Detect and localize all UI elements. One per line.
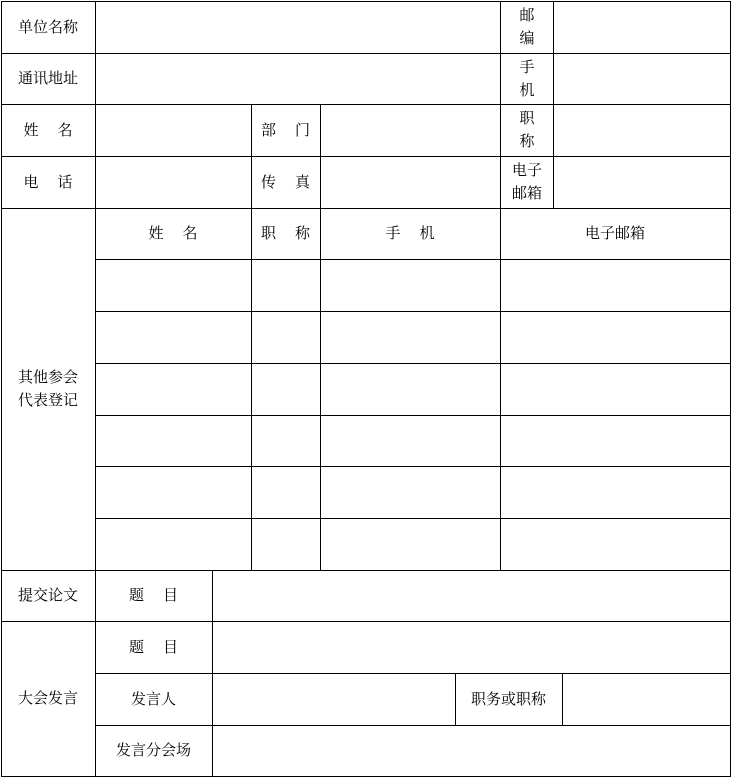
label-department: 部 门 [260, 120, 311, 139]
delegate-title-field[interactable] [252, 519, 320, 570]
fax-field[interactable] [321, 157, 500, 208]
unit-name-field[interactable] [96, 2, 500, 53]
delegate-email-field[interactable] [501, 519, 730, 570]
header-delegate-name: 姓 名 [148, 224, 198, 242]
position-field[interactable] [563, 674, 730, 725]
speech-venue-field[interactable] [213, 726, 730, 776]
name-field[interactable] [96, 105, 251, 156]
border-bottom [1, 776, 731, 777]
delegate-mobile-field[interactable] [321, 260, 500, 311]
email-field[interactable] [554, 157, 730, 208]
label-speaker: 发言人 [130, 689, 176, 708]
label-speech-venue: 发言分会场 [115, 741, 191, 759]
delegate-email-field[interactable] [501, 364, 730, 415]
paper-topic-field[interactable] [213, 571, 730, 621]
label-postcode: 邮 编 [519, 6, 535, 47]
delegate-name-field[interactable] [96, 260, 251, 311]
label-paper-topic: 题 目 [128, 586, 179, 604]
speech-topic-field[interactable] [213, 622, 730, 673]
label-title: 职 称 [519, 109, 535, 150]
label-address: 通讯地址 [17, 69, 78, 87]
label-fax: 传 真 [260, 172, 311, 191]
header-delegate-title: 职 称 [260, 224, 311, 242]
delegate-mobile-field[interactable] [321, 416, 500, 466]
header-delegate-email: 电子邮箱 [584, 224, 645, 242]
delegate-mobile-field[interactable] [321, 364, 500, 415]
label-submit-paper: 提交论文 [17, 586, 78, 604]
delegate-email-field[interactable] [501, 312, 730, 363]
address-field[interactable] [96, 54, 500, 104]
delegate-name-field[interactable] [96, 364, 251, 415]
delegate-name-field[interactable] [96, 467, 251, 518]
mobile-field[interactable] [554, 54, 730, 104]
label-other-delegates: 其他参会 代表登记 [17, 368, 78, 409]
label-unit-name: 单位名称 [17, 17, 78, 36]
label-name: 姓 名 [23, 120, 73, 139]
title-field[interactable] [554, 105, 730, 156]
label-speech-topic: 题 目 [128, 637, 179, 656]
delegate-title-field[interactable] [252, 364, 320, 415]
delegate-title-field[interactable] [252, 467, 320, 518]
label-mobile: 手 机 [519, 57, 535, 99]
delegate-email-field[interactable] [501, 416, 730, 466]
header-delegate-mobile: 手 机 [385, 224, 435, 242]
delegate-title-field[interactable] [252, 416, 320, 466]
delegate-mobile-field[interactable] [321, 312, 500, 363]
border-right [730, 1, 731, 777]
delegate-email-field[interactable] [501, 467, 730, 518]
delegate-title-field[interactable] [252, 260, 320, 311]
label-plenary-speech: 大会发言 [17, 689, 78, 707]
department-field[interactable] [321, 105, 500, 156]
delegate-mobile-field[interactable] [321, 519, 500, 570]
delegate-name-field[interactable] [96, 416, 251, 466]
delegate-name-field[interactable] [96, 312, 251, 363]
phone-field[interactable] [96, 157, 251, 208]
delegate-mobile-field[interactable] [321, 467, 500, 518]
label-position: 职务或职称 [470, 689, 546, 708]
delegate-name-field[interactable] [96, 519, 251, 570]
postcode-field[interactable] [554, 2, 730, 53]
label-phone: 电 话 [23, 172, 73, 191]
speaker-field[interactable] [213, 674, 455, 725]
delegate-title-field[interactable] [252, 312, 320, 363]
delegate-email-field[interactable] [501, 260, 730, 311]
label-email: 电子 邮箱 [511, 161, 542, 202]
